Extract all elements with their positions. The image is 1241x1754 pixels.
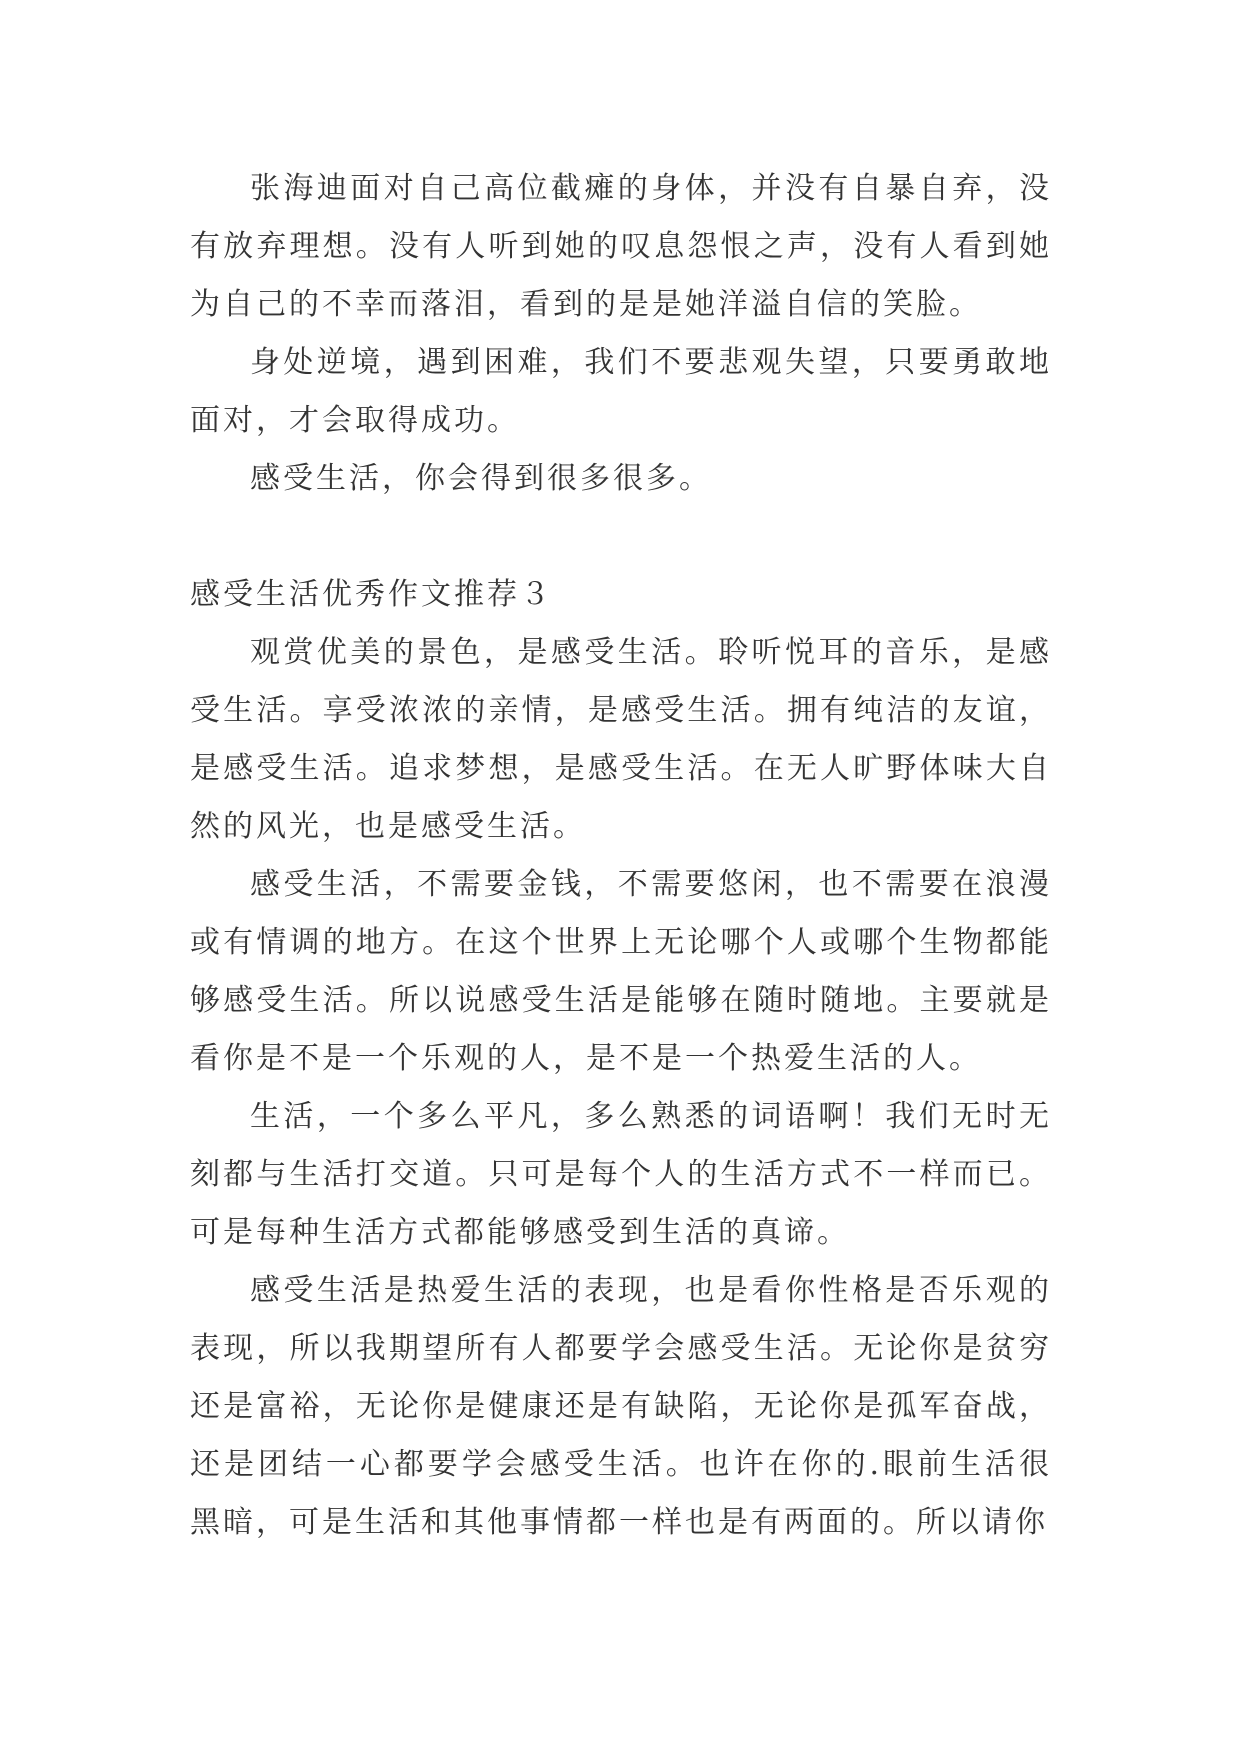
paragraph-life-words: 生活，一个多么平凡，多么熟悉的词语啊！我们无时无刻都与生活打交道。只可是每个人的生活方式不一样而已。可是每种生活方式都能够感受到生活的真谛。 [190,1099,1052,1250]
section-heading: 感受生活优秀作文推荐３ [190,577,553,612]
paragraph-no-money: 感受生活，不需要金钱，不需要悠闲，也不需要在浪漫或有情调的地方。在这个世界上无论哪个人或哪个生物都能够感受生活。所以说感受生活是能够在随时随地。主要就是看你是不是一个乐观的人，是不是一个热爱生活的人。 [190,867,1052,1076]
document-body [190,160,1052,1552]
paragraph-love-life: 感受生活是热爱生活的表现，也是看你性格是否乐观的表现，所以我期望所有人都要学会感受生活。无论你是贫穷还是富裕，无论你是健康还是有缺陷，无论你是孤军奋战，还是团结一心都要学会感受生活。也许在你的.眼前生活很黑暗，可是生活和其他事情都一样也是有两面的。所以请你 [190,1273,1052,1540]
paragraph-adversity: 身处逆境，遇到困难，我们不要悲观失望，只要勇敢地面对，才会取得成功。 [190,345,1052,438]
paragraph-scenery: 观赏优美的景色，是感受生活。聆听悦耳的音乐，是感受生活。享受浓浓的亲情，是感受生活。拥有纯洁的友谊，是感受生活。追求梦想，是感受生活。在无人旷野体味大自然的风光，也是感受生活。 [190,635,1052,844]
paragraph-feel-life: 感受生活，你会得到很多很多。 [250,461,712,496]
paragraph-zhang-haidi: 张海迪面对自己高位截瘫的身体，并没有自暴自弃，没有放弃理想。没有人听到她的叹息怨恨之声，没有人看到她为自己的不幸而落泪，看到的是是她洋溢自信的笑脸。 [190,171,1052,322]
